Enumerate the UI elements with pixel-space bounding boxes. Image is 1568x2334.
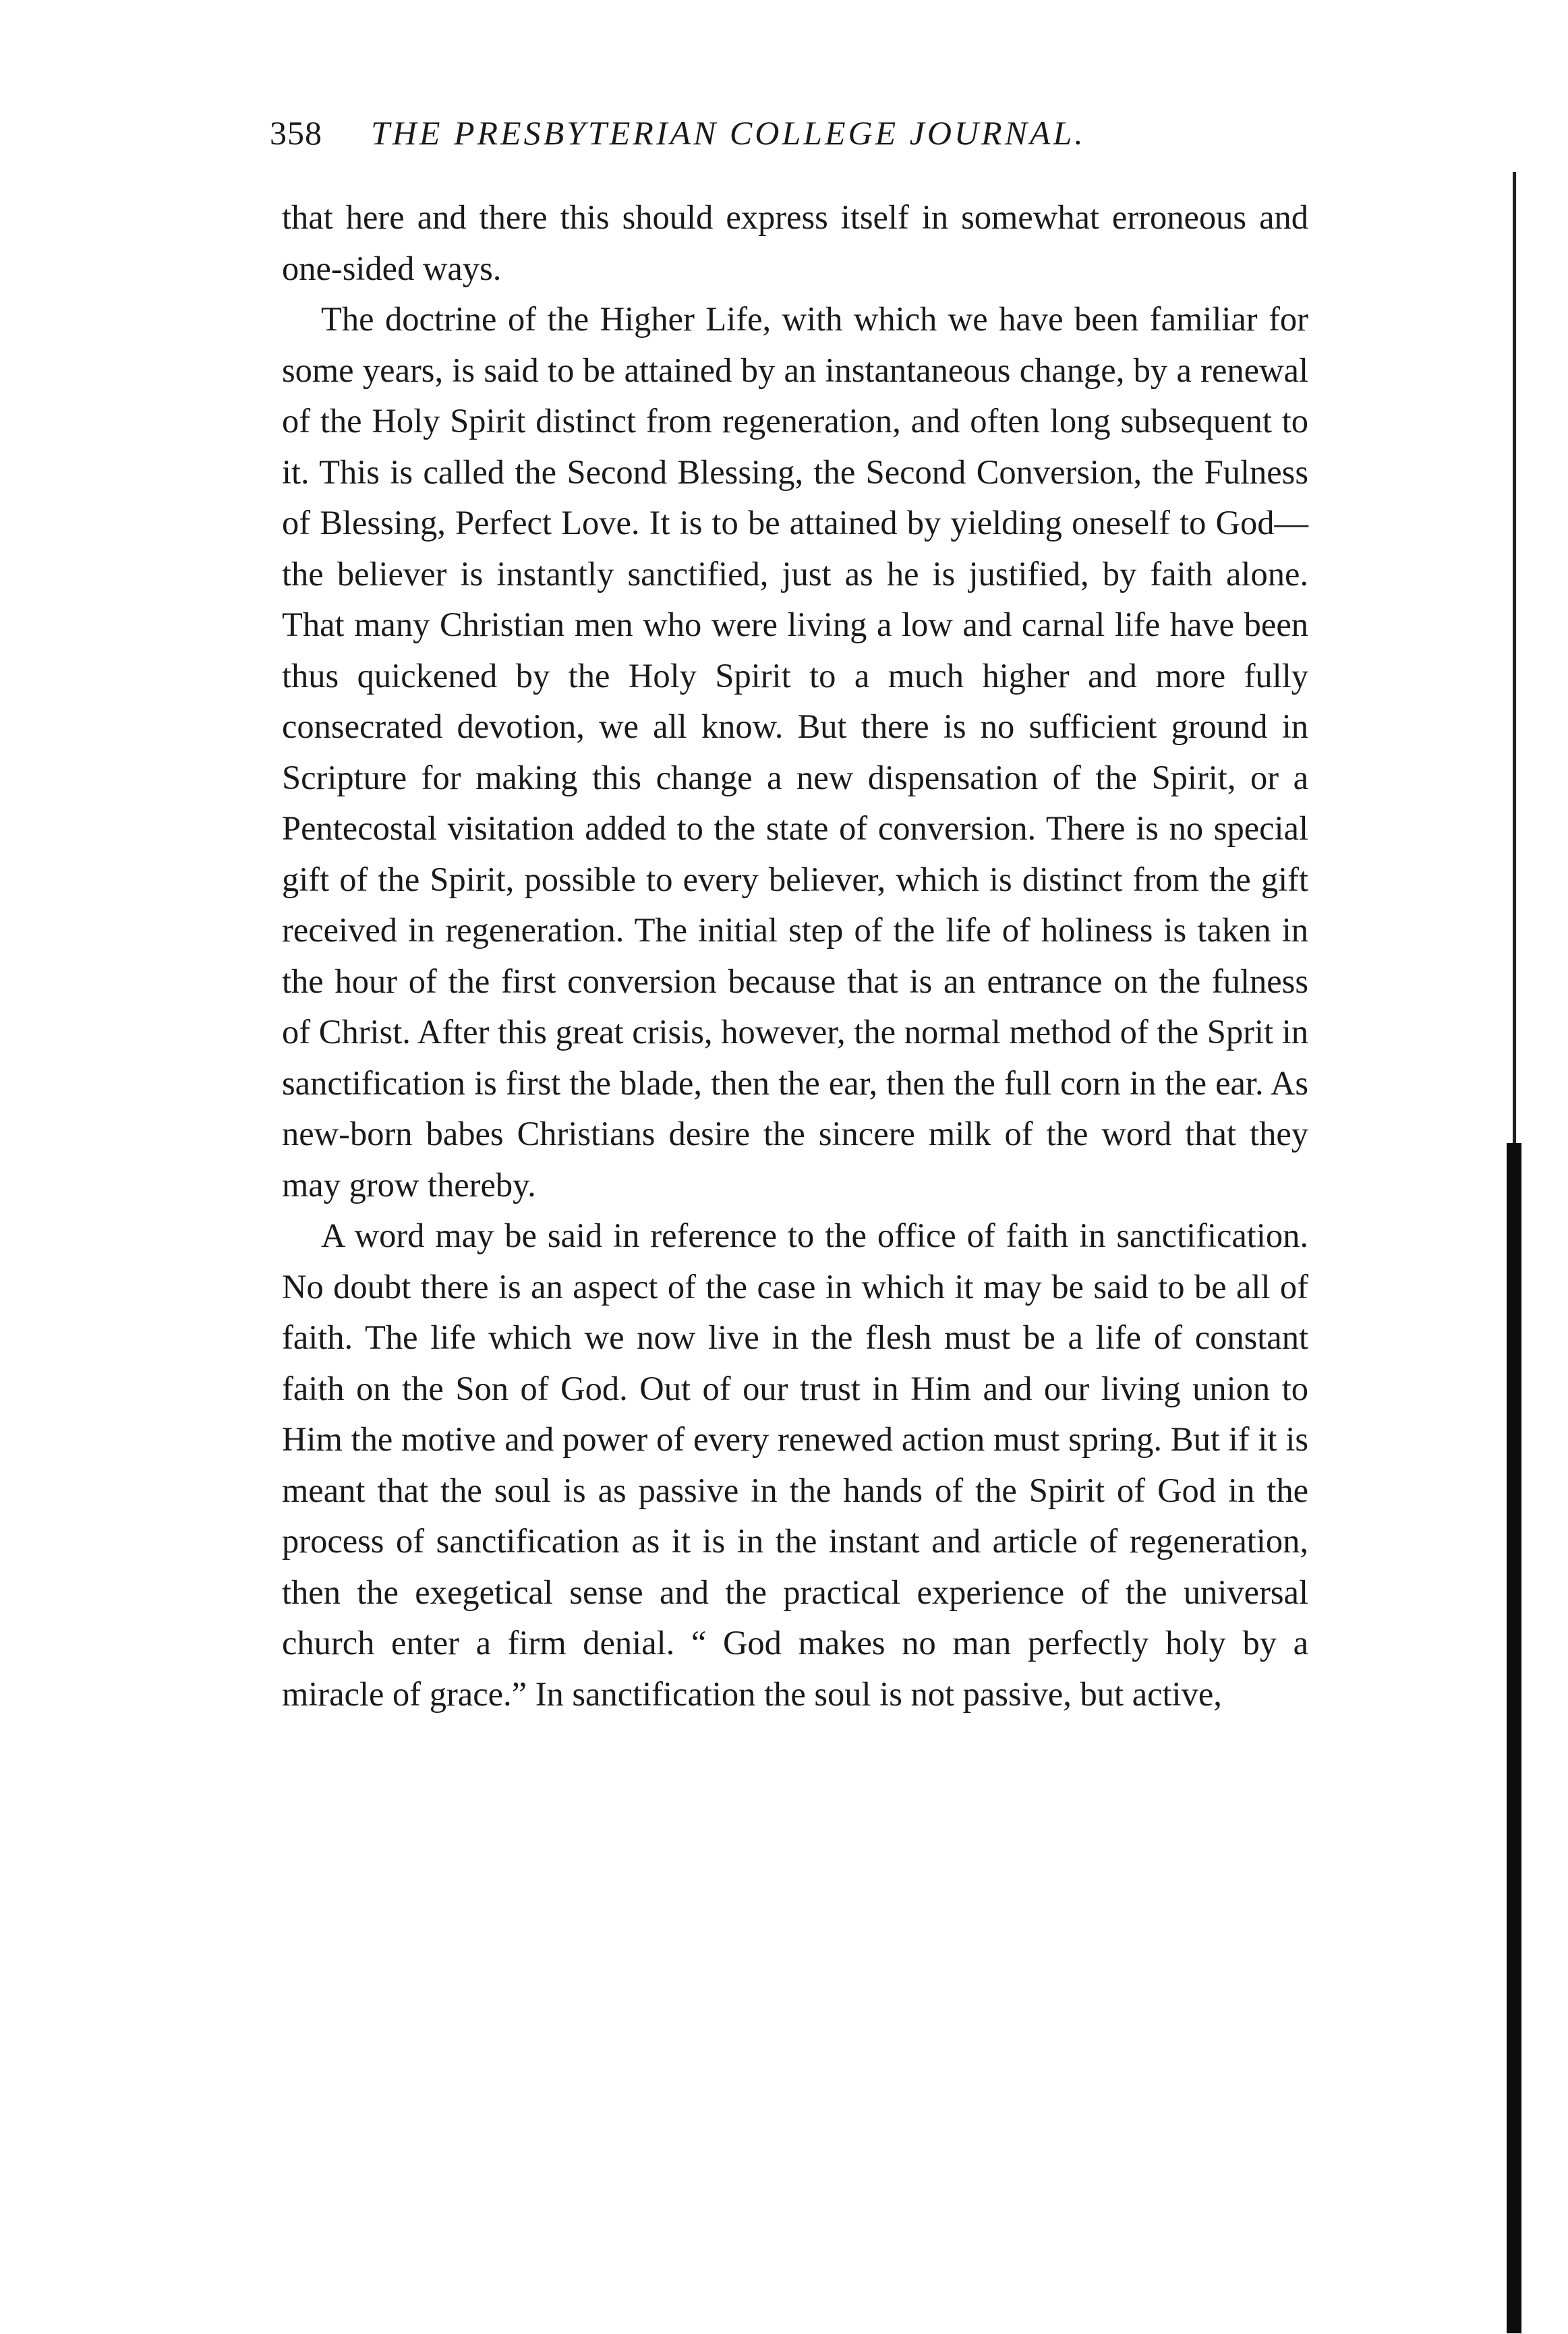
running-head: THE PRESBYTERIAN COLLEGE JOURNAL.: [371, 114, 1086, 152]
scan-margin-line: [1513, 172, 1516, 1143]
paragraph-higher-life: The doctrine of the Higher Life, with which we have been familiar for some years, is said to be attained by an instantaneous change, by a renewal of the Holy Spirit distinct from regeneration, and often long subsequent to it. This is called the Second Blessing, the Second Conversion, the Fulness of Blessing, Perfect Love. It is to be attained by yielding oneself to God—the believer is instantly sanctified, just as he is justified, by faith alone. That many Christian men who were living a low and carnal life have been thus quickened by the Holy Spirit to a much higher and more fully consecrated devotion, we all know. But there is no sufficient ground in Scripture for making this change a new dispensation of the Spirit, or a Pentecostal visitation added to the state of conversion. There is no special gift of the Spirit, possible to every believer, which is distinct from the gift received in regeneration. The initial step of the life of holiness is taken in the hour of the first conversion because that is an entrance on the fulness of Christ. After this great crisis, however, the normal method of the Sprit in sanctification is first the blade, then the ear, then the full corn in the ear. As new-born babes Christians desire the sincere milk of the word that they may grow thereby.: [282, 300, 1308, 1204]
scan-binding-edge: [1507, 1143, 1521, 2333]
page-number: 358: [270, 114, 322, 152]
body-text: [282, 192, 1308, 1720]
page-header: [270, 113, 1308, 167]
paragraph-continuation: that here and there this should express itself in somewhat erroneous and one-sided ways.: [282, 198, 1308, 287]
paragraph-office-of-faith: A word may be said in reference to the office of faith in sanctification. No doubt there is an aspect of the case in which it may be said to be all of faith. The life which we now live in the flesh must be a life of constant faith on the Son of God. Out of our trust in Him and our living union to Him the motive and power of every renewed action must spring. But if it is meant that the soul is as passive in the hands of the Spirit of God in the process of sanctification as it is in the instant and article of regeneration, then the exegetical sense and the practical experience of the universal church enter a firm denial. “ God makes no man perfectly holy by a miracle of grace.” In sanctification the soul is not passive, but active,: [282, 1217, 1308, 1713]
